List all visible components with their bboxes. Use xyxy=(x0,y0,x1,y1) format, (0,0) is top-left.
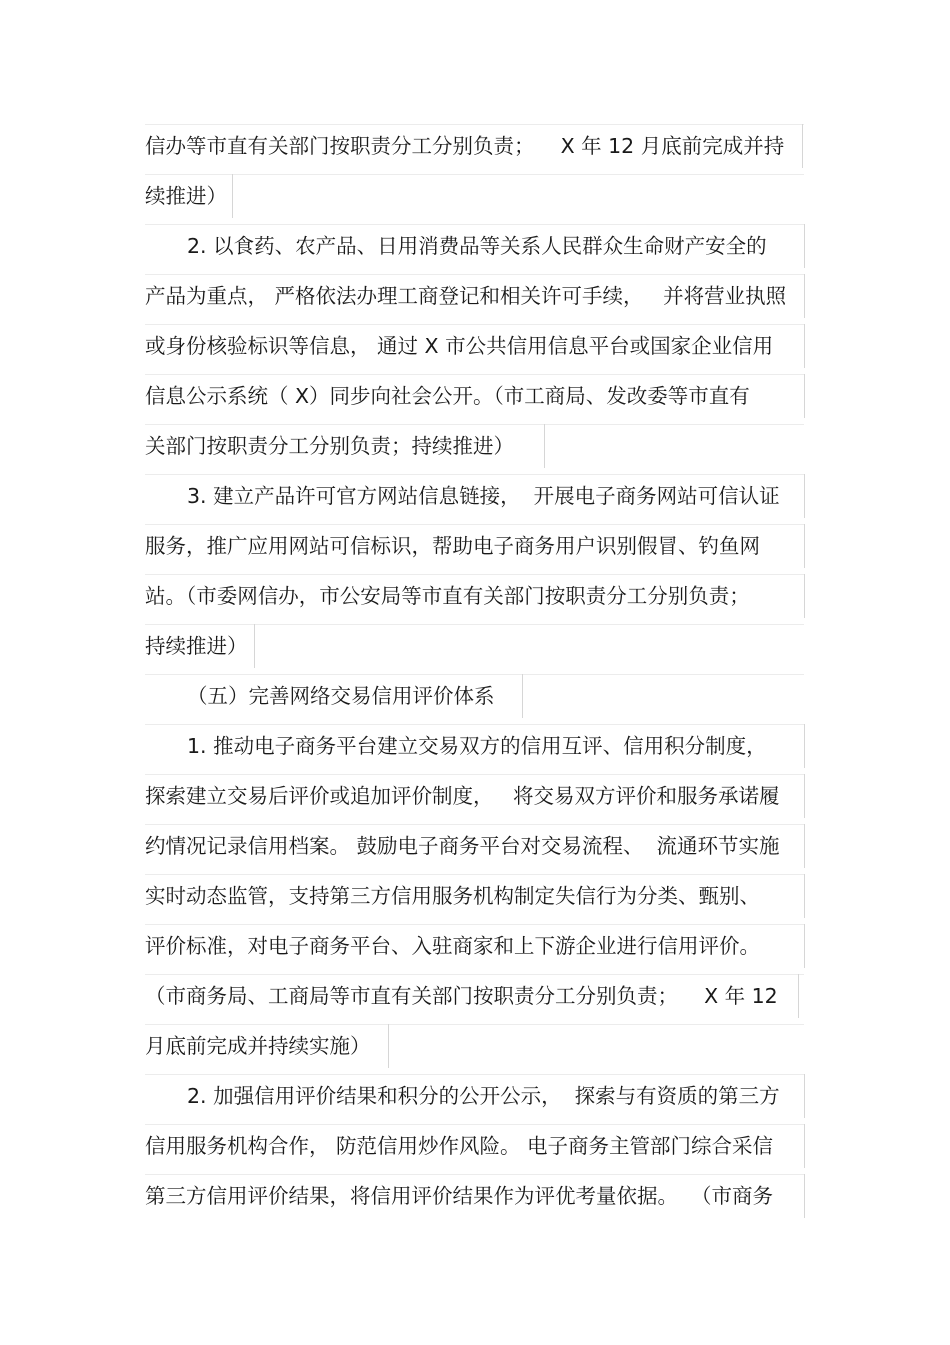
line-text: 信息公示系统（ X）同步向社会公开。（市工商局、发改委等市直有 xyxy=(145,384,750,408)
line-text: 2. 加强信用评价结果和积分的公开公示， 探索与有资质的第三方 xyxy=(187,1084,780,1108)
table-border-top xyxy=(145,824,804,825)
table-border-top xyxy=(145,124,804,125)
table-border-right xyxy=(388,1024,389,1068)
line-text: 1. 推动电子商务平台建立交易双方的信用互评、信用积分制度， xyxy=(187,734,767,758)
line-text: 约情况记录信用档案。 鼓励电子商务平台对交易流程、 流通环节实施 xyxy=(145,834,780,858)
table-border-top xyxy=(145,974,804,975)
table-border-right xyxy=(804,1124,805,1168)
line-text: （五）完善网络交易信用评价体系 xyxy=(187,684,495,708)
table-border-top xyxy=(145,274,804,275)
table-border-top xyxy=(145,874,804,875)
table-border-top xyxy=(145,424,804,425)
table-border-top xyxy=(145,374,804,375)
table-border-right xyxy=(802,124,803,168)
table-border-top xyxy=(145,1174,804,1175)
table-border-top xyxy=(145,324,804,325)
table-border-top xyxy=(145,1074,804,1075)
line-text: （市商务局、工商局等市直有关部门按职责分工分别负责； X 年 12 xyxy=(145,984,778,1008)
table-border-top xyxy=(145,624,804,625)
table-border-top xyxy=(145,474,804,475)
table-border-top xyxy=(145,1024,804,1025)
line-text: 服务，推广应用网站可信标识，帮助电子商务用户识别假冒、钓鱼网 xyxy=(145,534,760,558)
table-border-right xyxy=(804,574,805,618)
line-text: 站。（市委网信办，市公安局等市直有关部门按职责分工分别负责； xyxy=(145,584,750,608)
table-border-right xyxy=(804,874,805,918)
line-text: 3. 建立产品许可官方网站信息链接， 开展电子商务网站可信认证 xyxy=(187,484,780,508)
line-text: 2. 以食药、农产品、日用消费品等关系人民群众生命财产安全的 xyxy=(187,234,767,258)
table-border-top xyxy=(145,174,804,175)
table-border-right xyxy=(804,824,805,868)
table-border-right xyxy=(798,974,799,1018)
table-border-right xyxy=(804,324,805,368)
table-border-right xyxy=(804,924,805,968)
line-text: 信办等市直有关部门按职责分工分别负责； X 年 12 月底前完成并持 xyxy=(145,134,785,158)
table-border-right xyxy=(232,174,233,218)
table-border-right xyxy=(804,774,805,818)
table-border-right xyxy=(804,224,805,268)
text-line xyxy=(0,1182,950,1232)
table-border-right xyxy=(804,374,805,418)
table-border-top xyxy=(145,524,804,525)
line-text: 关部门按职责分工分别负责；持续推进） xyxy=(145,434,514,458)
line-text: 续推进） xyxy=(145,184,227,208)
table-border-right xyxy=(804,274,805,318)
line-text: 或身份核验标识等信息， 通过 X 市公共信用信息平台或国家企业信用 xyxy=(145,334,774,358)
table-border-right xyxy=(804,524,805,568)
table-border-right xyxy=(804,1174,805,1218)
table-border-right xyxy=(804,724,805,768)
table-border-top xyxy=(145,774,804,775)
line-text: 探索建立交易后评价或追加评价制度， 将交易双方评价和服务承诺履 xyxy=(145,784,780,808)
table-border-top xyxy=(145,924,804,925)
line-text: 评价标准，对电子商务平台、入驻商家和上下游企业进行信用评价。 xyxy=(145,934,760,958)
table-border-top xyxy=(145,224,804,225)
table-border-top xyxy=(145,574,804,575)
line-text: 持续推进） xyxy=(145,634,248,658)
table-border-right xyxy=(804,474,805,518)
table-border-top xyxy=(145,724,804,725)
line-text: 产品为重点， 严格依法办理工商登记和相关许可手续， 并将营业执照 xyxy=(145,284,787,308)
table-border-right xyxy=(544,424,545,468)
table-border-top xyxy=(145,1124,804,1125)
line-text: 第三方信用评价结果，将信用评价结果作为评优考量依据。 （市商务 xyxy=(145,1184,774,1208)
table-border-right xyxy=(522,674,523,718)
table-border-right xyxy=(804,1074,805,1118)
line-text: 月底前完成并持续实施） xyxy=(145,1034,371,1058)
line-text: 实时动态监管，支持第三方信用服务机构制定失信行为分类、甄别、 xyxy=(145,884,760,908)
line-text: 信用服务机构合作， 防范信用炒作风险。 电子商务主管部门综合采信 xyxy=(145,1134,774,1158)
table-border-right xyxy=(254,624,255,668)
table-border-top xyxy=(145,674,804,675)
